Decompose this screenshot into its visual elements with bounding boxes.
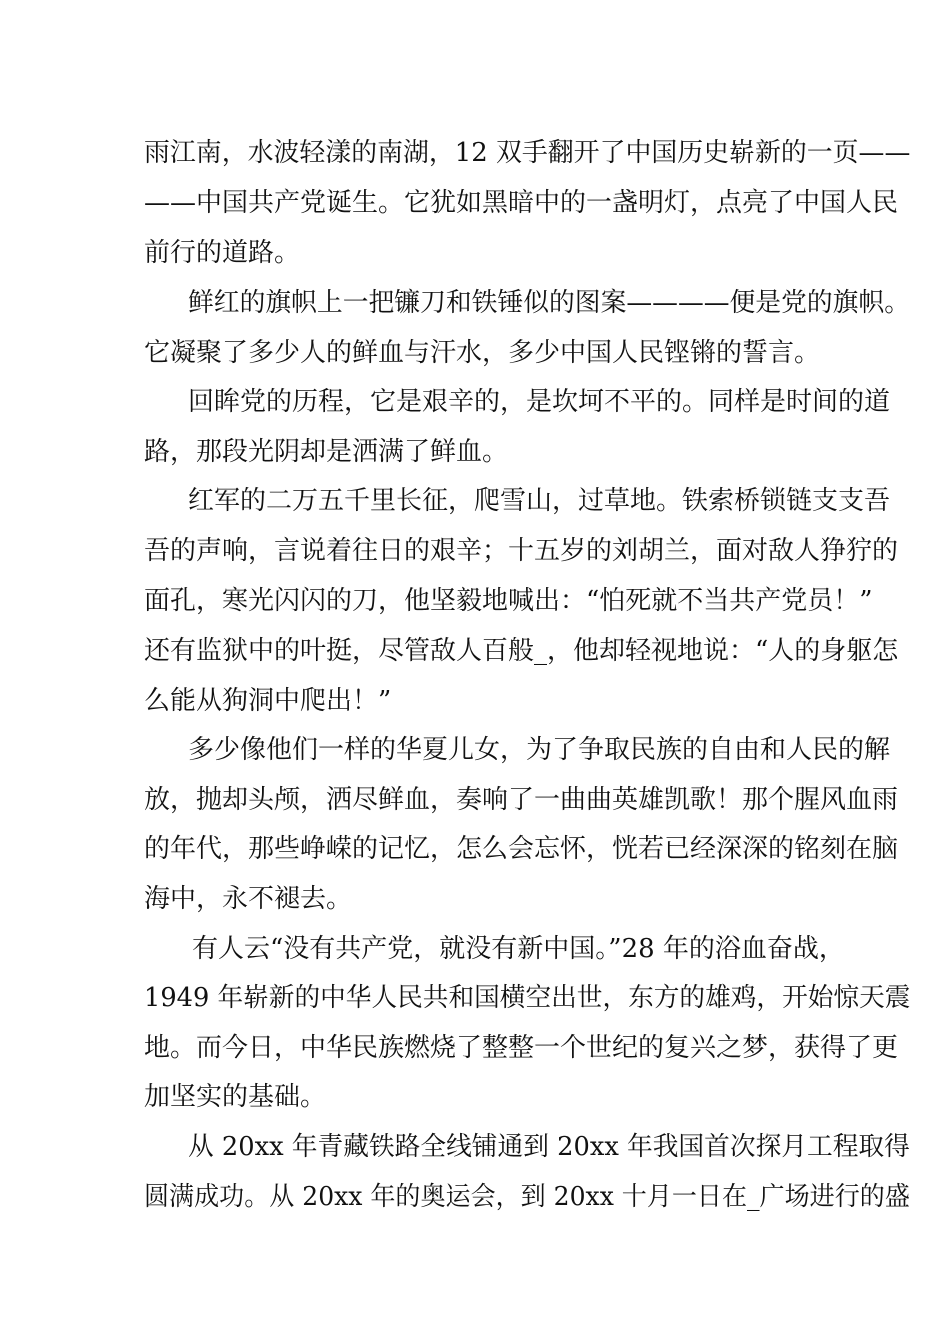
paragraph-4-line-2: 吾的声响，言说着往日的艰辛；十五岁的刘胡兰，面对敌人狰狞的 (144, 536, 899, 566)
paragraph-4-line-1: 红军的二万五千里长征，爬雪山，过草地。铁索桥锁链支支吾 (188, 486, 891, 516)
paragraph-5-line-2: 放，抛却头颅，洒尽鲜血，奏响了一曲曲英雄凯歌！那个腥风血雨 (144, 785, 899, 815)
paragraph-5-line-4: 海中，永不褪去。 (144, 884, 353, 914)
paragraph-7-line-2: 圆满成功。从 20xx 年的奥运会，到 20xx 十月一日在_广场进行的盛 (144, 1182, 910, 1212)
paragraph-1-line-2: ——中国共产党诞生。它犹如黑暗中的一盏明灯，点亮了中国人民 (144, 188, 899, 218)
paragraph-1-line-1: 雨江南，水波轻漾的南湖，12 双手翻开了中国历史崭新的一页—— (144, 138, 911, 168)
paragraph-4-line-4: 还有监狱中的叶挺，尽管敌人百般_，他却轻视地说：“人的身躯怎 (144, 636, 899, 666)
paragraph-2-line-2: 它凝聚了多少人的鲜血与汗水，多少中国人民铿锵的誓言。 (144, 338, 821, 368)
paragraph-3-line-2: 路，那段光阴却是洒满了鲜血。 (144, 437, 509, 467)
paragraph-5-line-1: 多少像他们一样的华夏儿女，为了争取民族的自由和人民的解 (188, 735, 891, 765)
paragraph-6-line-2: 1949 年崭新的中华人民共和国横空出世，东方的雄鸡，开始惊天震 (144, 983, 911, 1013)
paragraph-1-line-3: 前行的道路。 (144, 238, 301, 268)
paragraph-6-line-4: 加坚实的基础。 (144, 1082, 327, 1112)
paragraph-5-line-3: 的年代，那些峥嵘的记忆，怎么会忘怀，恍若已经深深的铭刻在脑 (144, 834, 899, 864)
paragraph-6-line-1: 有人云“没有共产党，就没有新中国。”28 年的浴血奋战， (192, 934, 845, 964)
paragraph-2-line-1: 鲜红的旗帜上一把镰刀和铁锤似的图案————便是党的旗帜。 (188, 288, 911, 318)
paragraph-7-line-1: 从 20xx 年青藏铁路全线铺通到 20xx 年我国首次探月工程取得 (188, 1132, 910, 1162)
paragraph-6-line-3: 地。而今日，中华民族燃烧了整整一个世纪的复兴之梦，获得了更 (144, 1033, 899, 1063)
paragraph-4-line-5: 么能从狗洞中爬出！” (144, 686, 392, 716)
paragraph-4-line-3: 面孔，寒光闪闪的刀，他坚毅地喊出：“怕死就不当共产党员！” (144, 586, 873, 616)
paragraph-3-line-1: 回眸党的历程，它是艰辛的，是坎坷不平的。同样是时间的道 (188, 387, 891, 417)
